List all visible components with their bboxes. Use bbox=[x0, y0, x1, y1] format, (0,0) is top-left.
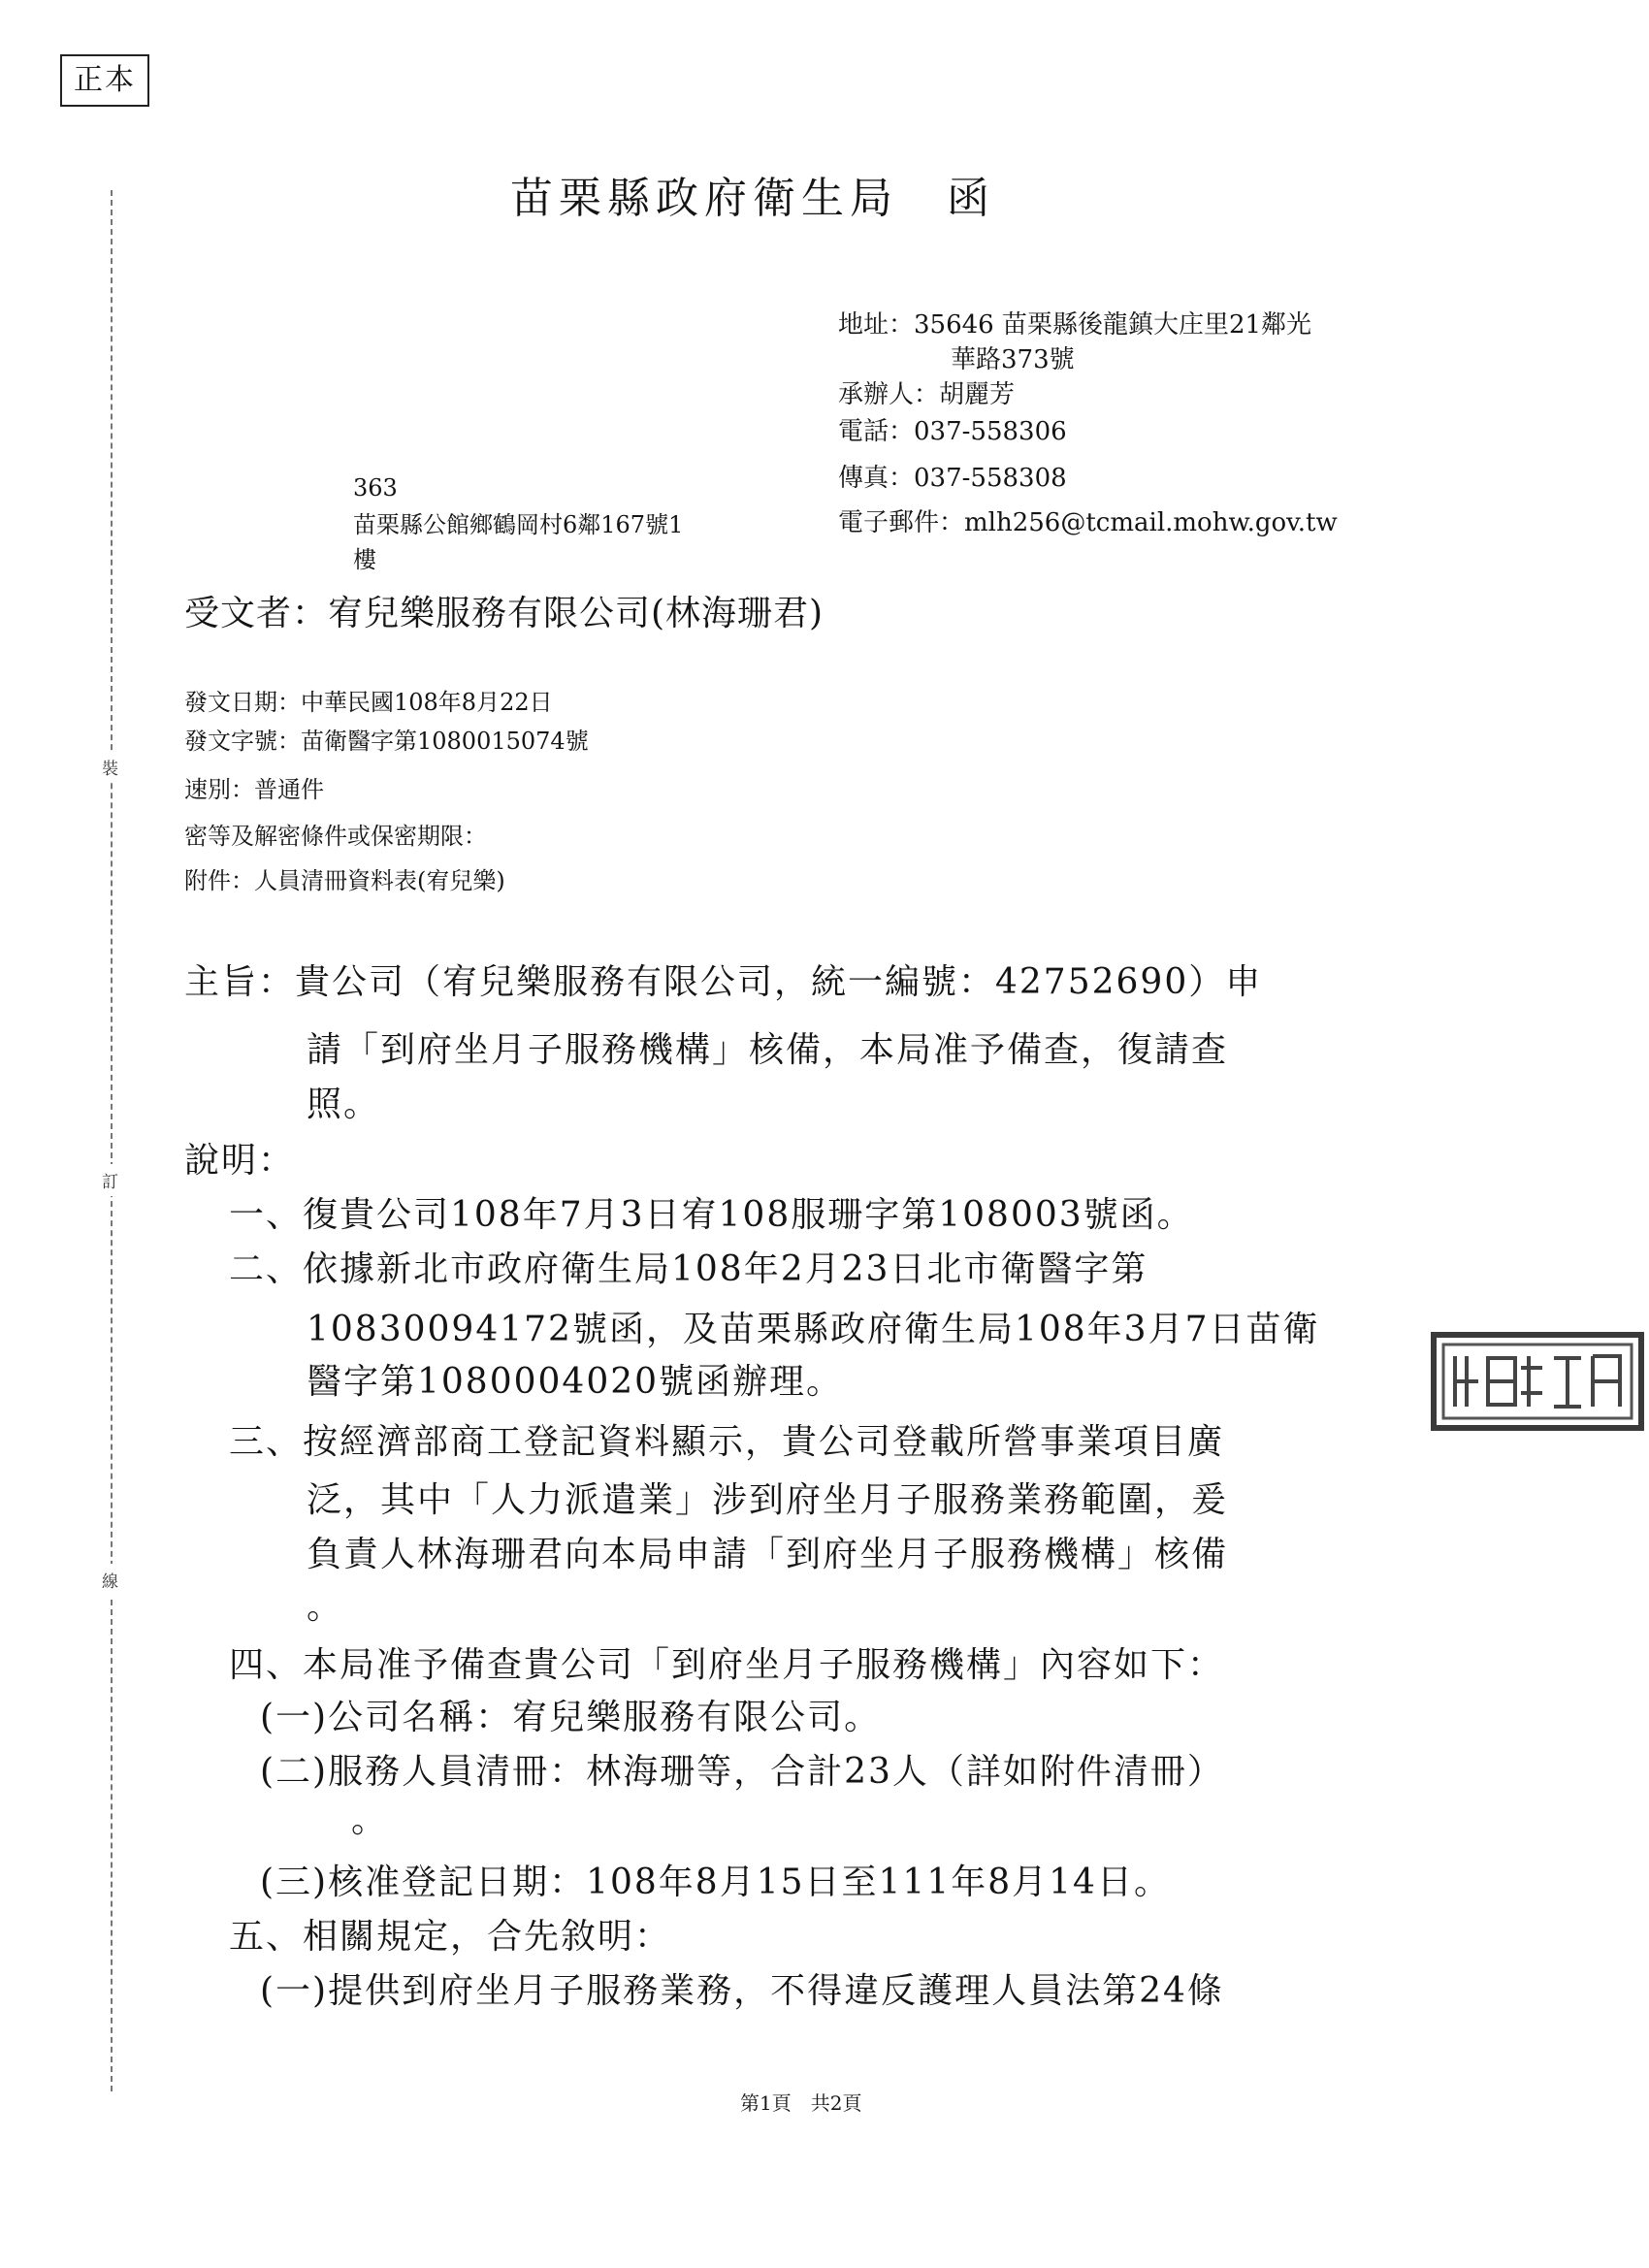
explanation-item-3-line-2: 泛，其中「人力派遣業」涉到府坐月子服務業務範圍，爰 bbox=[307, 1480, 1229, 1520]
explanation-item-4: 四、本局准予備查貴公司「到府坐月子服務機構」內容如下： bbox=[229, 1645, 1225, 1685]
sender-email: 電子郵件：mlh256@tcmail.mohw.gov.tw bbox=[838, 508, 1338, 537]
explanation-item-3-line-3: 負責人林海珊君向本局申請「到府坐月子服務機構」核備 bbox=[307, 1535, 1229, 1574]
issue-number: 發文字號：苗衛醫字第1080015074號 bbox=[184, 728, 589, 755]
explanation-item-2-line-2: 10830094172號函，及苗栗縣政府衛生局108年3月7日苗衛 bbox=[307, 1310, 1320, 1349]
subject-line-3: 照。 bbox=[307, 1085, 381, 1124]
binding-mark-xian: 線 bbox=[102, 1564, 118, 1596]
official-seal-image bbox=[1428, 1329, 1647, 1434]
explanation-item-4-sub-1: (一)公司名稱：宥兒樂服務有限公司。 bbox=[260, 1698, 882, 1737]
subject-line-2: 請「到府坐月子服務機構」核備，本局准予備查，復請查 bbox=[307, 1030, 1229, 1070]
subject-line-1: 主旨：貴公司（宥兒樂服務有限公司，統一編號：42752690）申 bbox=[184, 962, 1263, 1002]
sender-address-line1: 地址：35646 苗栗縣後龍鎮大庄里21鄰光 bbox=[838, 310, 1312, 340]
recipient-postcode: 363 bbox=[353, 474, 398, 502]
binding-mark-ding: 訂 bbox=[102, 1164, 118, 1196]
page-number: 第1頁 共2頁 bbox=[740, 2091, 862, 2115]
explanation-item-1: 一、復貴公司108年7月3日宥108服珊字第108003號函。 bbox=[229, 1195, 1194, 1235]
explanation-heading: 說明： bbox=[184, 1141, 296, 1181]
original-copy-stamp: 正本 bbox=[60, 54, 149, 107]
sender-fax: 傳真：037-558308 bbox=[838, 464, 1067, 493]
explanation-item-4-sub-2-line-1: (二)服務人員清冊：林海珊等，合計23人（詳如附件清冊） bbox=[260, 1752, 1224, 1792]
sender-phone: 電話：037-558306 bbox=[838, 417, 1067, 446]
explanation-item-2-line-1: 二、依據新北市政府衛生局108年2月23日北市衛醫字第 bbox=[229, 1249, 1148, 1289]
explanation-item-4-sub-2-line-2: 。 bbox=[351, 1800, 389, 1840]
explanation-item-3-line-1: 三、按經濟部商工登記資料顯示，貴公司登載所營事業項目廣 bbox=[229, 1422, 1225, 1462]
explanation-item-3-line-4: 。 bbox=[307, 1587, 344, 1627]
recipient-address-line1: 苗栗縣公館鄉鶴岡村6鄰167號1 bbox=[353, 511, 684, 538]
explanation-item-4-sub-3: (三)核准登記日期：108年8月15日至111年8月14日。 bbox=[260, 1863, 1171, 1902]
explanation-item-5: 五、相關規定，合先敘明： bbox=[229, 1917, 672, 1957]
binding-mark-zhuang: 裝 bbox=[102, 751, 118, 783]
explanation-item-5-sub-1: (一)提供到府坐月子服務業務，不得違反護理人員法第24條 bbox=[260, 1971, 1224, 2011]
recipient-line: 受文者：宥兒樂服務有限公司(林海珊君) bbox=[184, 594, 824, 633]
delivery-speed: 速別：普通件 bbox=[184, 776, 324, 803]
recipient-address-line2: 樓 bbox=[353, 546, 376, 573]
sender-handler: 承辦人：胡麗芳 bbox=[838, 380, 1016, 409]
issue-date: 發文日期：中華民國108年8月22日 bbox=[184, 689, 553, 716]
document-title: 苗栗縣政府衛生局 函 bbox=[510, 174, 995, 223]
sender-address-line2: 華路373號 bbox=[951, 345, 1075, 374]
secrecy-level: 密等及解密條件或保密期限： bbox=[184, 823, 487, 850]
attachment: 附件：人員清冊資料表(宥兒樂) bbox=[184, 867, 505, 894]
binding-line bbox=[111, 190, 113, 2091]
explanation-item-2-line-3: 醫字第1080004020號函辦理。 bbox=[307, 1362, 844, 1402]
